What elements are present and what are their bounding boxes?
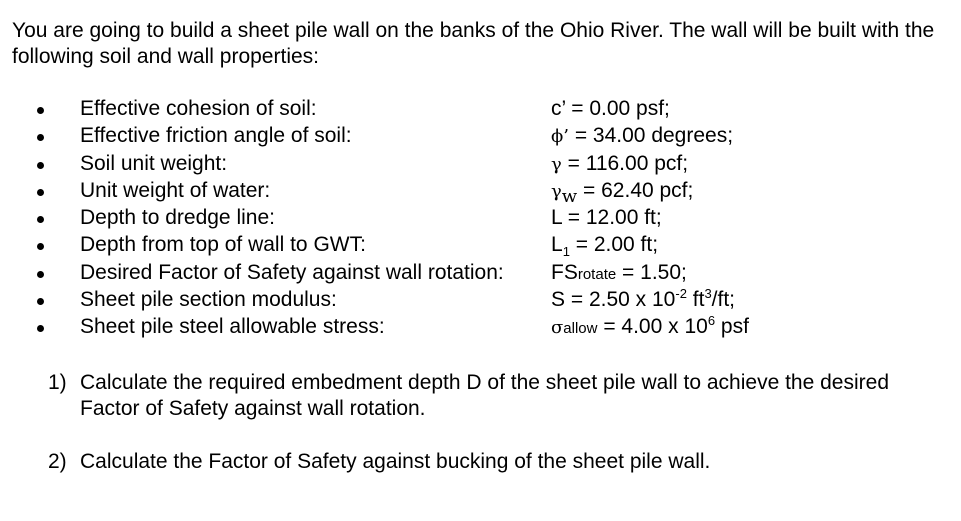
property-exponent: -2	[675, 286, 687, 302]
property-item-factor-of-safety	[0, 260, 940, 287]
property-label: Sheet pile section modulus:	[80, 288, 337, 312]
property-item-soil-unit-weight	[0, 151, 940, 178]
property-symbol: L	[551, 233, 563, 257]
property-symbol-subscript: 1	[562, 244, 570, 260]
property-symbol: ϕ’	[551, 126, 569, 148]
property-amount: = 1.50;	[616, 260, 687, 284]
property-unit: psf	[715, 315, 749, 339]
property-value	[551, 232, 658, 258]
property-unit-exponent: 3	[704, 286, 712, 302]
property-symbol: S	[551, 288, 566, 312]
property-symbol-subscript: rotate	[577, 265, 617, 283]
property-value	[551, 178, 694, 208]
property-label: Desired Factor of Safety against wall rotation:	[80, 260, 504, 284]
intro-paragraph: You are going to build a sheet pile wall on the banks of the Ohio River. The wall will be built with the following soil and wall properties:	[12, 19, 935, 68]
property-amount: = 4.00 x 10	[597, 315, 708, 339]
property-symbol: γ	[551, 180, 562, 202]
property-amount: = 34.00 degrees;	[569, 124, 734, 148]
property-symbol-subscript: w	[561, 186, 578, 208]
property-unit: ft	[686, 288, 705, 312]
property-label: Soil unit weight:	[80, 151, 228, 175]
property-value	[551, 96, 670, 122]
bullet-icon	[37, 134, 44, 141]
property-item-section-modulus	[0, 287, 940, 314]
property-exponent: 6	[707, 313, 716, 329]
property-amount: = 2.50 x 10	[565, 288, 676, 312]
property-item-water-unit-weight	[0, 178, 940, 208]
property-symbol: σ	[551, 317, 564, 339]
question-number: 1)	[48, 371, 67, 394]
question-item-2	[0, 449, 940, 475]
bullet-icon	[37, 325, 44, 332]
property-list	[0, 96, 940, 342]
property-amount: = 116.00 pcf;	[561, 151, 689, 175]
bullet-icon	[37, 162, 44, 169]
bullet-icon	[37, 271, 44, 278]
property-item-gwt-depth	[0, 232, 940, 259]
property-symbol-subscript: allow	[563, 320, 598, 338]
property-amount: = 12.00 ft;	[561, 206, 662, 230]
property-value	[551, 314, 749, 342]
question-list	[0, 370, 940, 475]
property-symbol: FS	[551, 260, 578, 284]
property-symbol: c’	[551, 97, 566, 120]
bullet-icon	[37, 298, 44, 305]
property-value	[551, 287, 735, 313]
bullet-icon	[37, 189, 44, 196]
bullet-icon	[37, 243, 44, 250]
property-label: Effective friction angle of soil:	[80, 124, 352, 148]
property-amount: = 62.40 pcf;	[577, 178, 694, 202]
bullet-icon	[37, 216, 44, 223]
property-item-friction-angle	[0, 123, 940, 150]
property-value	[551, 260, 687, 288]
property-symbol: L	[551, 206, 562, 230]
property-item-cohesion	[0, 96, 940, 123]
property-amount: = 2.00 ft;	[569, 233, 659, 257]
property-symbol: γ	[551, 153, 562, 175]
property-unit-suffix: /ft;	[711, 288, 736, 312]
question-text: Calculate the Factor of Safety against bucking of the sheet pile wall.	[80, 450, 711, 473]
bullet-icon	[37, 107, 44, 114]
question-text: Calculate the required embedment depth D of the sheet pile wall to achieve the desired Factor of Safety against wall rotation.	[80, 371, 889, 420]
property-item-allowable-stress	[0, 314, 940, 341]
question-number: 2)	[48, 450, 67, 473]
property-label: Depth to dredge line:	[80, 206, 275, 230]
property-label: Effective cohesion of soil:	[80, 97, 317, 120]
property-amount: = 0.00 psf;	[565, 97, 670, 120]
property-label: Sheet pile steel allowable stress:	[80, 315, 385, 339]
property-label: Unit weight of water:	[80, 178, 271, 202]
question-item-1	[0, 370, 940, 422]
property-value	[551, 151, 688, 178]
property-label: Depth from top of wall to GWT:	[80, 233, 366, 257]
property-value	[551, 123, 733, 150]
property-item-dredge-depth	[0, 205, 940, 232]
property-value	[551, 205, 662, 231]
